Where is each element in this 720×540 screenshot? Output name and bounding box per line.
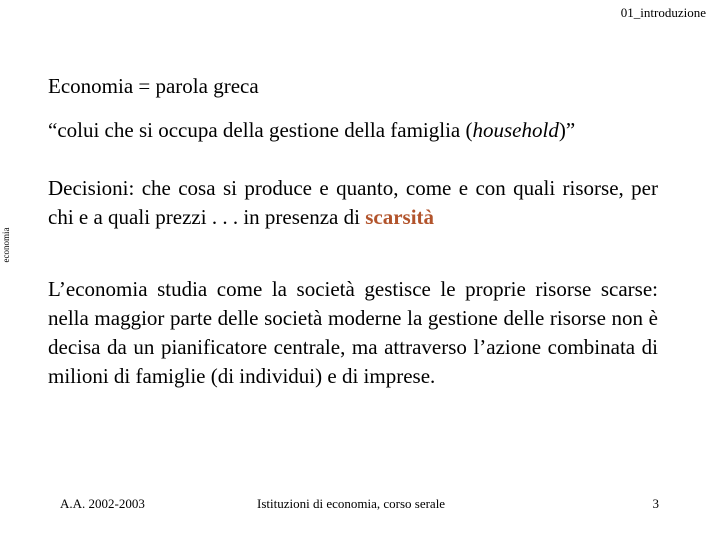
- quote-line: [48, 117, 575, 143]
- scarsita-emphasis: scarsità: [365, 205, 435, 229]
- decisioni-text: Decisioni: che cosa si produce e quanto, come e con quali risorse, per chi e a quali prezzi . . . in presenza di: [48, 176, 658, 229]
- quote-close: )”: [558, 118, 576, 142]
- footer-page-number: 3: [652, 496, 659, 511]
- header-tag: 01_introduzione: [620, 5, 706, 20]
- quote-italic-word: household: [472, 118, 559, 142]
- economia-paragraph: L’economia studia come la società gestisce le proprie risorse scarse: nella maggior parte delle società moderne la gestione delle risorse non è decisa da un pianificatore centrale, ma attraverso l’azione combinata di milioni di famiglie (di individui) e di imprese.: [48, 277, 658, 388]
- economia-definition: Economia = parola greca: [48, 74, 259, 98]
- footer-academic-year: A.A. 2002-2003: [60, 496, 145, 511]
- quote-open: “colui che si occupa della gestione della famiglia (: [48, 118, 473, 142]
- side-label: economia: [1, 227, 11, 263]
- decisioni-paragraph: [48, 174, 658, 232]
- footer-course-title: Istituzioni di economia, corso serale: [257, 496, 446, 511]
